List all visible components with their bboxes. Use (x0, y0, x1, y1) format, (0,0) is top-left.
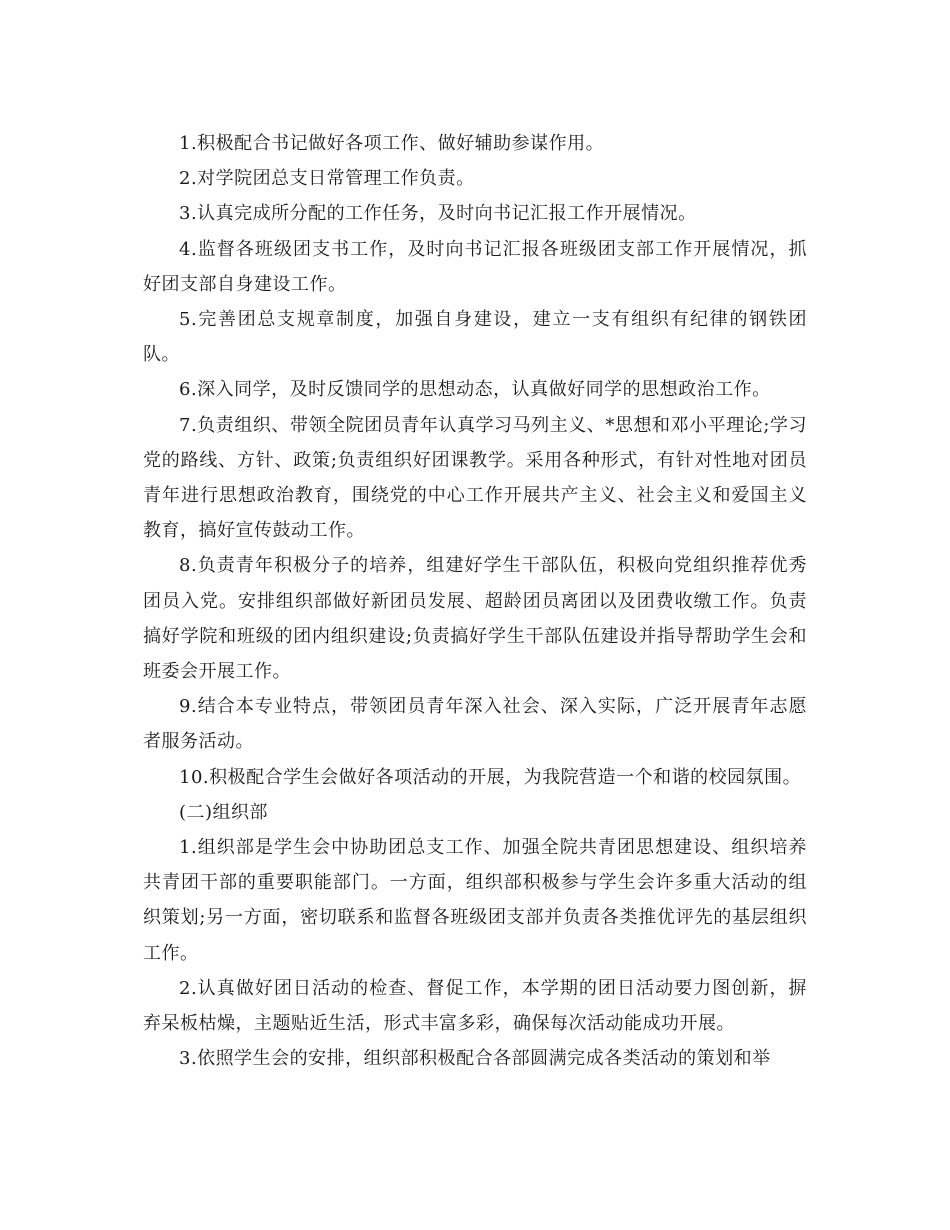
paragraph-1: 1.积极配合书记做好各项工作、做好辅助参谋作用。 (179, 133, 605, 154)
paragraph-5: 5.完善团总支规章制度，加强自身建设，建立一支有组织有纪律的钢铁团队。 (143, 309, 807, 366)
paragraph-4: 4.监督各班级团支书工作，及时向书记汇报各班级团支部工作开展情况，抓好团支部自身建设工作。 (143, 238, 807, 295)
paragraph-6: 6.深入同学，及时反馈同学的思想动态，认真做好同学的思想政治工作。 (179, 379, 771, 401)
paragraph-9: 9.结合本专业特点，带领团员青年深入社会、深入实际，广泛开展青年志愿者服务活动。 (143, 696, 807, 753)
section-heading-organization: (二)组织部 (179, 801, 269, 823)
paragraph-3: 3.认真完成所分配的工作任务，及时向书记汇报工作开展情况。 (179, 203, 697, 225)
paragraph-2: 2.对学院团总支日常管理工作负责。 (179, 168, 475, 190)
document-body (143, 126, 807, 1076)
paragraph-13: 3.依照学生会的安排，组织部积极配合各部圆满完成各类活动的策划和举 (179, 1048, 771, 1070)
paragraph-10: 10.积极配合学生会做好各项活动的开展，为我院营造一个和谐的校园氛围。 (179, 766, 802, 788)
paragraph-8: 8.负责青年积极分子的培养，组建好学生干部队伍，积极向党组织推荐优秀团员入党。安排组织部做好新团员发展、超龄团员离团以及团费收缴工作。负责搞好学院和班级的团内组织建设;负责搞好学生干部队伍建设并指导帮助学生会和班委会开展工作。 (143, 555, 807, 683)
paragraph-12: 2.认真做好团日活动的检查、督促工作，本学期的团日活动要力图创新，摒弃呆板枯燥，主题贴近生活，形式丰富多彩，确保每次活动能成功开展。 (143, 977, 807, 1035)
paragraph-11: 1.组织部是学生会中协助团总支工作、加强全院共青团思想建设、组织培养共青团干部的重要职能部门。一方面，组织部积极参与学生会许多重大活动的组织策划;另一方面，密切联系和监督各班级团支部并负责各类推优评先的基层组织工作。 (143, 837, 807, 964)
paragraph-7: 7.负责组织、带领全院团员青年认真学习马列主义、*思想和邓小平理论;学习党的路线、方针、政策;负责组织好团课教学。采用各种形式，有针对性地对团员青年进行思想政治教育，围绕党的中心工作开展共产主义、社会主义和爱国主义教育，搞好宣传鼓动工作。 (143, 414, 807, 542)
